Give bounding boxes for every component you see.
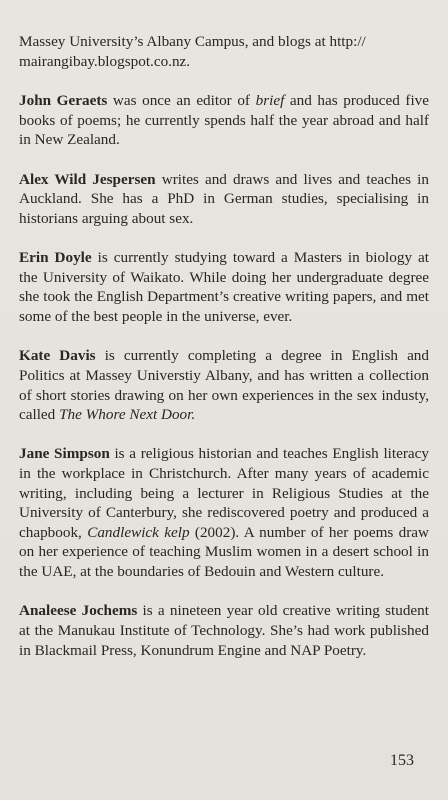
bio-text: is currently completing a degree in English and Politics at Massey Universtiy Albany, and has written a collection of short stories drawing on her own experiences in the sex industy, called	[19, 347, 429, 424]
contributor-notes	[19, 32, 429, 660]
bio-text: is currently studying toward a Masters in biology at the University of Waikato. While doing her undergraduate degree she took the English Department’s creative writing papers, and met some of the best people in the universe, ever.	[19, 249, 430, 325]
page-number: 153	[390, 752, 414, 769]
contributor-name: Kate Davis	[19, 347, 96, 365]
contributor-bio	[19, 601, 429, 660]
work-title: Candlewick kelp	[87, 523, 190, 541]
contributor-bio	[19, 91, 429, 150]
work-title: The Whore Next Door.	[59, 406, 196, 424]
contributor-bio	[19, 170, 429, 229]
contributor-bio	[19, 248, 429, 326]
bio-text: is a nineteen year old creative writing student at the Manukau Institute of Technology. She’s had work published in Blackmail Press, Konundrum Engine and NAP Poetry.	[19, 602, 429, 659]
contributor-name: Jane Simpson	[19, 445, 110, 463]
contributor-name: Alex Wild Jespersen	[19, 170, 156, 188]
contributor-bio	[19, 32, 429, 71]
contributor-bio	[19, 444, 429, 581]
bio-text: was once an editor of	[107, 91, 256, 109]
work-title: brief	[255, 91, 285, 109]
bio-text: Massey University’s Albany Campus, and blogs at http:// mairangibay.blogspot.co.nz.	[19, 33, 366, 70]
bio-text: writes and draws and lives and teaches in Auckland. She has a PhD in German studies, specialising in historians arguing about sex.	[19, 170, 430, 227]
contributor-name: John Geraets	[19, 91, 108, 109]
contributor-bio	[19, 346, 429, 424]
contributor-name: Erin Doyle	[19, 249, 92, 267]
bio-text: (2002). A number of her poems draw on her experience of teaching Muslim women in a desert school in the UAE, at the boundaries of Bedouin and Western culture.	[19, 523, 430, 581]
bio-text: and has produced five books of poems; he currently spends half the year abroad and half in New Zealand.	[19, 91, 429, 149]
bio-text: is a religious historian and teaches English literacy in the workplace in Christchurch. After many years of academic writing, including being a lecturer in Religious Studies at the University of Canterbury, she rediscovered poetry and produced a chapbook,	[19, 445, 429, 541]
contributor-name: Analeese Jochems	[19, 602, 138, 620]
